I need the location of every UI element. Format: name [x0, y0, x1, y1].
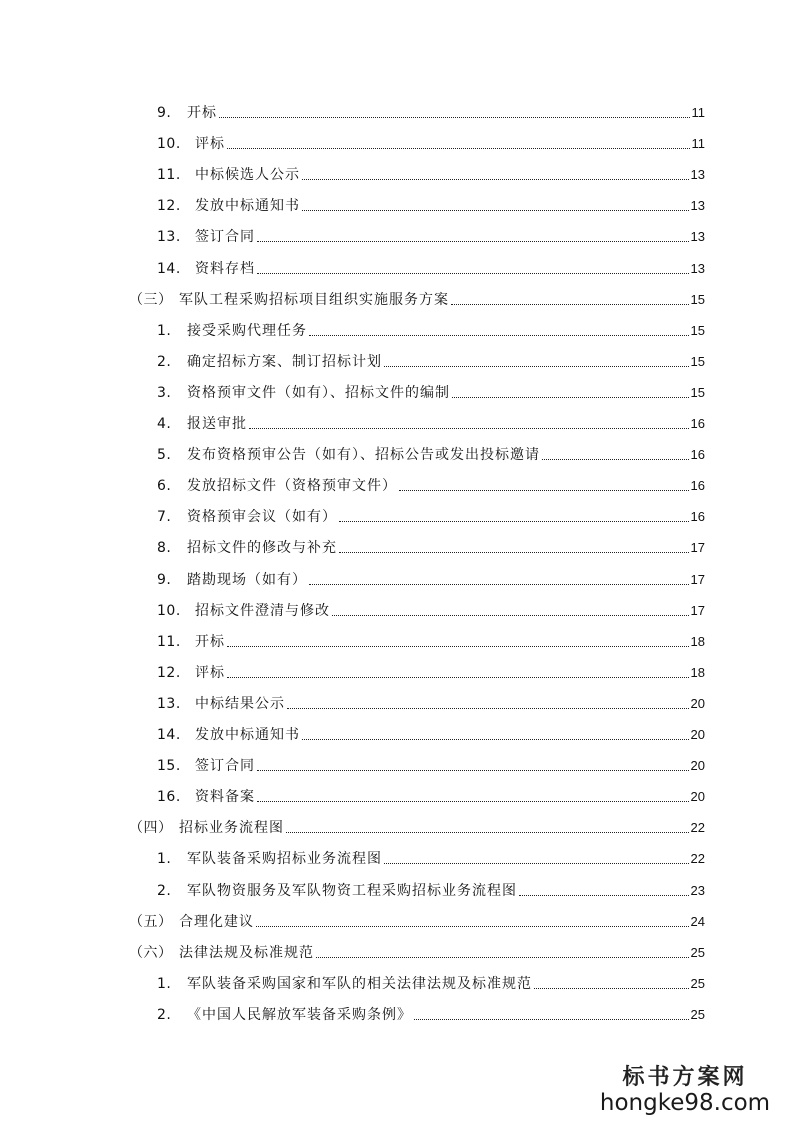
toc-entry-number: （四）: [129, 820, 173, 837]
toc-entry-title: 发放中标通知书: [195, 198, 300, 215]
toc-entry-title: 资格预审会议（如有）: [187, 509, 337, 526]
toc-entry-number: 5.: [157, 447, 172, 464]
toc-dot-leader: [286, 832, 689, 833]
watermark-title: 标书方案网: [622, 1064, 748, 1090]
toc-entry-title: 招标文件澄清与修改: [195, 602, 330, 619]
toc-entry-page: 18: [690, 633, 705, 649]
toc-entry[interactable]: [157, 652, 705, 682]
toc-entry-title: 确定招标方案、制订招标计划: [187, 353, 382, 370]
toc-dot-leader: [534, 988, 689, 989]
toc-dot-leader: [227, 148, 690, 149]
toc-entry-number: 8.: [157, 540, 172, 557]
toc-entry[interactable]: [157, 714, 705, 744]
toc-entry-page: 18: [690, 664, 705, 680]
toc-dot-leader: [451, 304, 689, 305]
toc-entry-page: 15: [690, 322, 705, 338]
toc-entry-title: 军队物资服务及军队物资工程采购招标业务流程图: [187, 882, 517, 899]
toc-entry-title: 《中国人民解放军装备采购条例》: [187, 1006, 412, 1023]
toc-entry-number: 12.: [157, 664, 181, 681]
toc-dot-leader: [316, 957, 689, 958]
toc-entry[interactable]: [157, 216, 705, 246]
toc-entry[interactable]: [157, 185, 705, 215]
toc-entry-title: 签订合同: [195, 229, 255, 246]
toc-entry-page: 13: [690, 229, 705, 245]
toc-dot-leader: [219, 117, 690, 118]
toc-entry[interactable]: [157, 590, 705, 620]
toc-entry-number: 1.: [157, 851, 172, 868]
toc-entry-page: 22: [690, 851, 705, 867]
toc-entry-title: 中标候选人公示: [195, 167, 300, 184]
toc-entry-title: 法律法规及标准规范: [179, 944, 314, 961]
toc-dot-leader: [384, 366, 689, 367]
toc-dot-leader: [542, 459, 689, 460]
toc-entry-page: 13: [690, 167, 705, 183]
toc-dot-leader: [257, 801, 689, 802]
toc-entry-page: 17: [690, 540, 705, 556]
toc-entry-title: 军队工程采购招标项目组织实施服务方案: [179, 291, 449, 308]
toc-entry[interactable]: [157, 403, 705, 433]
toc-entry-number: 1.: [157, 322, 172, 339]
toc-entry[interactable]: [157, 621, 705, 651]
toc-entry-number: 14.: [157, 727, 181, 743]
toc-entry-number: 10.: [157, 136, 181, 153]
toc-entry-number: 2.: [157, 353, 172, 370]
toc-entry-page: 25: [690, 944, 705, 960]
toc-entry-title: 接受采购代理任务: [187, 322, 307, 339]
toc-entry-page: 17: [690, 571, 705, 587]
toc-entry-page: 22: [690, 820, 705, 836]
toc-entry-number: 11.: [157, 167, 181, 184]
toc-entry-page: 25: [690, 1006, 705, 1022]
toc-entry-number: 9.: [157, 571, 172, 588]
toc-entry[interactable]: [129, 279, 705, 309]
toc-entry[interactable]: [157, 310, 705, 340]
toc-entry[interactable]: [157, 92, 705, 122]
toc-dot-leader: [414, 1019, 689, 1020]
toc-entry[interactable]: [157, 870, 705, 900]
toc-entry-page: 15: [690, 384, 705, 400]
toc-entry[interactable]: [157, 496, 705, 526]
toc-entry-page: 24: [690, 913, 705, 929]
toc-dot-leader: [339, 521, 689, 522]
watermark-url: hongke98.com: [599, 1090, 771, 1116]
toc-dot-leader: [309, 335, 689, 336]
toc-entry[interactable]: [157, 838, 705, 868]
toc-entry[interactable]: [157, 465, 705, 495]
toc-entry[interactable]: [157, 248, 705, 278]
toc-entry-page: 20: [690, 695, 705, 711]
toc-entry-page: 11: [691, 105, 705, 120]
toc-entry-number: 13.: [157, 229, 181, 246]
toc-dot-leader: [302, 739, 689, 740]
toc-entry-page: 17: [690, 602, 705, 618]
toc-entry-title: 踏勘现场（如有）: [187, 571, 307, 588]
toc-entry-title: 资格预审文件（如有）、招标文件的编制: [187, 384, 450, 401]
toc-dot-leader: [227, 646, 689, 647]
toc-entry-number: 10.: [157, 602, 181, 619]
toc-dot-leader: [257, 241, 689, 242]
toc-entry[interactable]: [129, 807, 705, 837]
toc-dot-leader: [332, 615, 689, 616]
toc-entry-page: 16: [690, 447, 705, 463]
toc-entry-number: 12.: [157, 198, 181, 215]
toc-entry-number: 7.: [157, 509, 172, 526]
toc-entry-title: 合理化建议: [179, 913, 254, 930]
toc-dot-leader: [302, 179, 689, 180]
toc-entry-number: 15.: [157, 758, 181, 775]
toc-dot-leader: [309, 584, 689, 585]
toc-entry-title: 开标: [195, 633, 225, 650]
toc-entry-number: 14.: [157, 260, 181, 277]
toc-entry-number: 16.: [157, 789, 181, 806]
toc-entry-title: 招标文件的修改与补充: [187, 540, 337, 557]
toc-entry-title: 评标: [195, 136, 225, 153]
toc-entry-page: 16: [690, 509, 705, 525]
toc-entry-title: 签订合同: [195, 758, 255, 775]
toc-entry-title: 军队装备采购国家和军队的相关法律法规及标准规范: [187, 975, 532, 992]
toc-dot-leader: [452, 397, 689, 398]
toc-entry-title: 招标业务流程图: [179, 820, 284, 837]
toc-dot-leader: [249, 428, 689, 429]
toc-entry[interactable]: [157, 341, 705, 371]
toc-entry-title: 军队装备采购招标业务流程图: [187, 851, 382, 868]
toc-entry-page: 13: [690, 198, 705, 214]
toc-entry-page: 15: [690, 291, 705, 307]
toc-entry[interactable]: [157, 994, 705, 1024]
toc-entry[interactable]: [157, 372, 705, 402]
toc-entry[interactable]: [157, 963, 705, 993]
toc-entry[interactable]: [157, 154, 705, 184]
toc-entry-page: 13: [690, 260, 705, 276]
toc-entry-title: 发布资格预审公告（如有）、招标公告或发出投标邀请: [187, 447, 540, 464]
toc-dot-leader: [256, 926, 689, 927]
toc-entry-page: 25: [690, 975, 705, 991]
toc-entry-number: （五）: [129, 913, 173, 930]
toc-dot-leader: [399, 490, 689, 491]
toc-entry[interactable]: [157, 527, 705, 557]
toc-entry-number: 4.: [157, 416, 172, 432]
toc-dot-leader: [302, 210, 689, 211]
toc-entry[interactable]: [157, 745, 705, 775]
toc-entry-title: 资料备案: [195, 789, 255, 806]
toc-entry-page: 20: [690, 789, 705, 805]
toc-dot-leader: [384, 863, 689, 864]
toc-entry-title: 评标: [195, 664, 225, 681]
toc-entry[interactable]: [157, 123, 705, 153]
toc-entry-number: 9.: [157, 105, 172, 121]
toc-entry-number: 2.: [157, 882, 172, 899]
toc-entry-number: 13.: [157, 695, 181, 712]
toc-entry-title: 资料存档: [195, 260, 255, 277]
toc-entry-number: 3.: [157, 384, 172, 401]
toc-entry-title: 报送审批: [187, 416, 247, 432]
toc-entry-number: 1.: [157, 975, 172, 992]
toc-entry-page: 20: [690, 727, 705, 742]
toc-entry-number: （六）: [129, 944, 173, 961]
toc-entry[interactable]: [157, 776, 705, 806]
toc-dot-leader: [287, 708, 689, 709]
toc-entry-page: 15: [690, 353, 705, 369]
toc-entry[interactable]: [157, 683, 705, 713]
toc-dot-leader: [257, 770, 689, 771]
toc-entry-number: （三）: [129, 291, 173, 308]
toc-entry-title: 中标结果公示: [195, 695, 285, 712]
toc-dot-leader: [339, 552, 689, 553]
toc-dot-leader: [257, 273, 689, 274]
toc-dot-leader: [227, 677, 689, 678]
toc-entry-number: 6.: [157, 478, 172, 495]
toc-entry[interactable]: [157, 559, 705, 589]
toc-entry-page: 11: [691, 136, 705, 152]
toc-entry[interactable]: [129, 932, 705, 962]
toc-entry[interactable]: [129, 901, 705, 931]
toc-entry-page: 16: [690, 478, 705, 494]
watermark-logo: [590, 1064, 780, 1116]
toc-entry-title: 发放中标通知书: [195, 727, 300, 743]
toc-entry-page: 20: [690, 758, 705, 774]
toc-entry-page: 16: [690, 416, 705, 431]
toc-entry[interactable]: [157, 434, 705, 464]
toc-entry-page: 23: [690, 882, 705, 898]
toc-entry-title: 开标: [187, 105, 217, 121]
toc-entry-number: 2.: [157, 1006, 172, 1023]
toc-entry-title: 发放招标文件（资格预审文件）: [187, 478, 397, 495]
toc-dot-leader: [519, 895, 689, 896]
toc-entry-number: 11.: [157, 633, 181, 650]
